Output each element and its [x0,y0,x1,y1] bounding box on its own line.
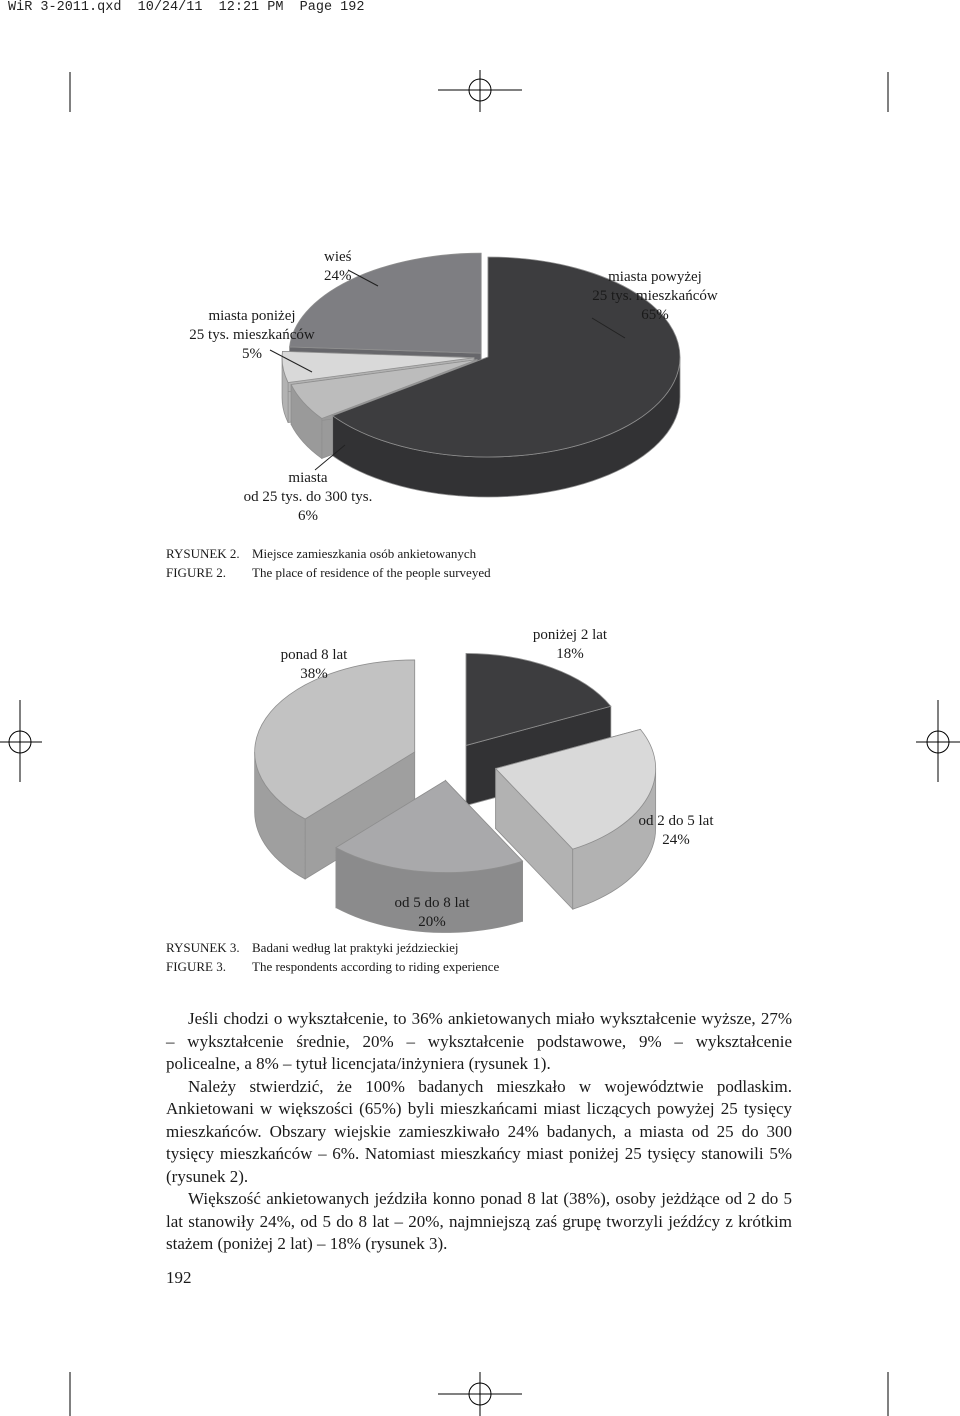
fig2-label-a: miasta powyżej 25 tys. mieszkańców 65% [592,269,718,323]
body-paragraph: Jeśli chodzi o wykształcenie, to 36% ankietowanych miało wykształcenie wyższe, 27% – wykształcenie średnie, 20% – wykształcenie podstawowe, 9% – wykształcenie policealne, a 8% – tytuł licencjata/inżyniera (rysunek 1). [166,1009,792,1073]
fig2-label-b: miasta od 25 tys. do 300 tys. 6% [243,470,373,524]
fig3-label-a: poniżej 2 lat 18% [532,627,608,662]
fig2-caption-label-en: FIGURE 2. [166,565,226,580]
fig3-caption-text-pl: Badani według lat praktyki jeździeckiej [252,940,459,955]
body-paragraph: Należy stwierdzić, że 100% badanych mieszkało w województwie podlaskim. Ankietowani w większości (65%) byli mieszkańcami miast liczących powyżej 25 tysięcy mieszkańców. Obszary wiejskie zamieszkiwało 24% badanych, a miasta od 25 do 300 tysięcy mieszkańców – 6%. Natomiast mieszkańcy miast poniżej 25 tysięcy stanowili 5% (rysunek 2). [166,1076,792,1186]
body-text [166,1008,792,1256]
fig3-label-d: ponad 8 lat 38% [280,647,348,682]
slug-line: WiR 3-2011.qxd 10/24/11 12:21 PM Page 192 [8,0,365,15]
figure3-caption [166,938,499,976]
fig3-label-c: od 5 do 8 lat 20% [394,895,470,930]
fig2-label-c: miasta poniżej 25 tys. mieszkańców 5% [189,308,315,362]
fig2-caption-label-pl: RYSUNEK 2. [166,546,240,561]
fig3-label-b: od 2 do 5 lat 24% [638,813,714,848]
fig2-caption-text-en: The place of residence of the people surveyed [252,565,491,580]
fig2-label-d: wieś 24% [324,249,352,284]
page-number: 192 [166,1268,192,1287]
fig2-caption-text-pl: Miejsce zamieszkania osób ankietowanych [252,546,477,561]
body-paragraph: Większość ankietowanych jeździła konno ponad 8 lat (38%), osoby jeżdżące od 2 do 5 lat stanowiły 24%, od 5 do 8 lat – 20%, najmniejszą zaś grupę tworzyli jeźdźcy z krótkim stażem (poniżej 2 lat) – 18% (rysunek 3). [166,1189,792,1253]
fig3-caption-text-en: The respondents according to riding experience [252,959,500,974]
fig3-caption-label-pl: RYSUNEK 3. [166,940,240,955]
fig3-caption-label-en: FIGURE 3. [166,959,226,974]
